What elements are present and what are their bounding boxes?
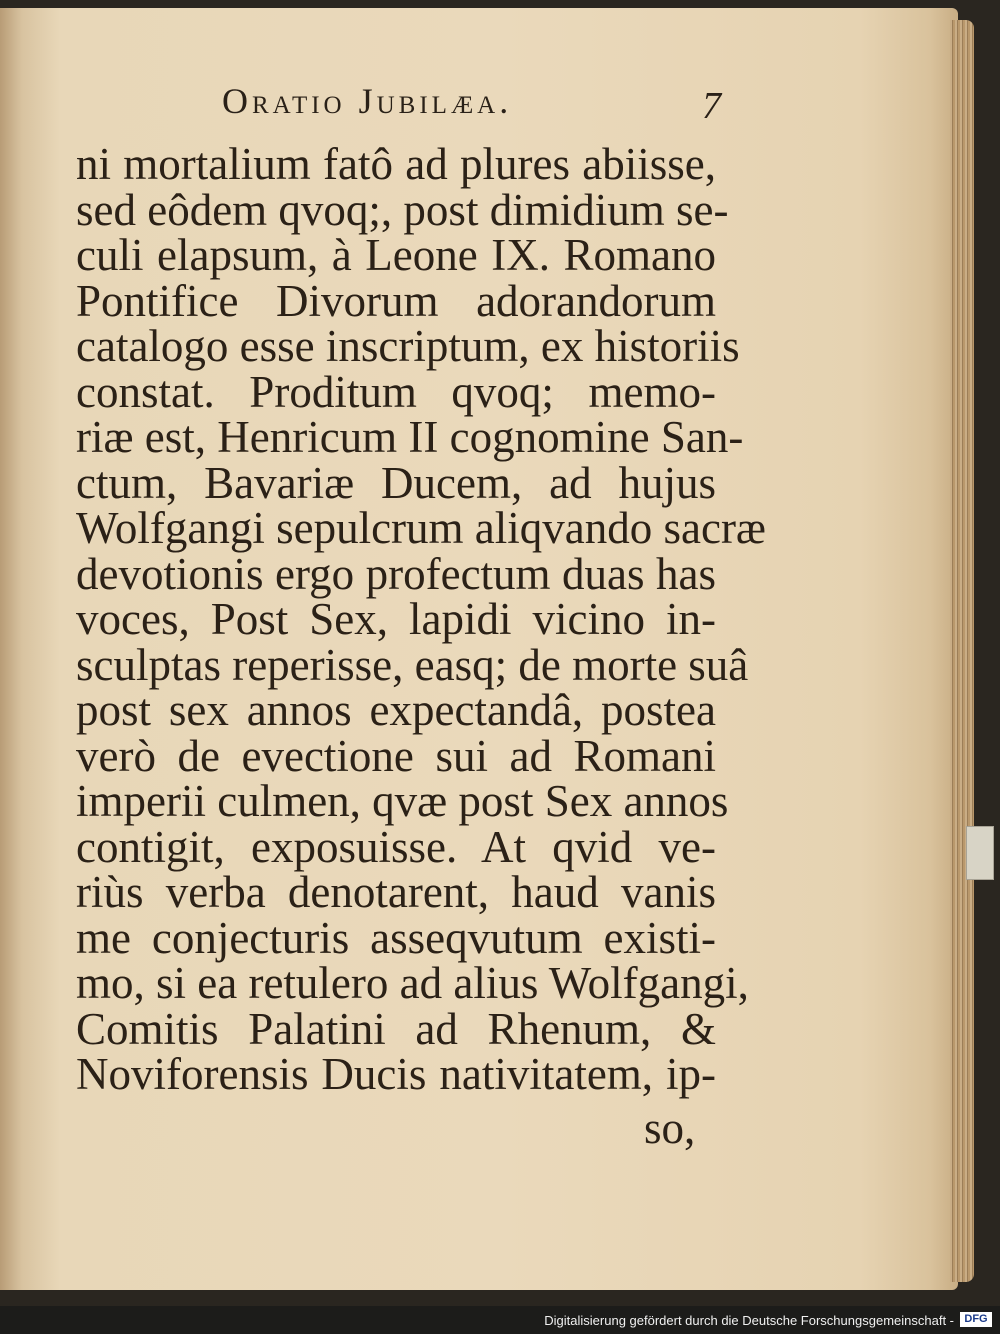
footer-bar bbox=[0, 1306, 1000, 1334]
text-line: ni mortalium fatô ad plures abiisse, bbox=[76, 139, 716, 189]
text-line: Pontifice Divorum adorandorum bbox=[76, 275, 716, 326]
running-title: Oratio Jubilæa. bbox=[222, 81, 513, 121]
text-line: Noviforensis Ducis nativitatem, ip- bbox=[76, 1049, 716, 1099]
dfg-logo: DFG bbox=[960, 1312, 992, 1327]
text-line: Comitis Palatini ad Rhenum, & bbox=[76, 1003, 716, 1054]
text-line: culi elapsum, à Leone IX. Romano bbox=[76, 230, 716, 280]
text-line: voces, Post Sex, lapidi vicino in- bbox=[76, 594, 716, 644]
text-line: me conjecturis asseqvutum existi- bbox=[76, 912, 716, 963]
page-number: 7 bbox=[702, 85, 721, 127]
text-line: contigit, exposuisse. At qvid ve- bbox=[76, 821, 716, 872]
text-line: verò de evectione sui ad Romani bbox=[76, 730, 716, 781]
text-line: mo, si ea retulero ad alius Wolfgangi, bbox=[76, 958, 749, 1008]
text-line: riæ est, Henricum II cognomine San- bbox=[76, 412, 744, 462]
text-line: Wolfgangi sepulcrum aliqvando sacræ bbox=[76, 503, 766, 553]
text-line: imperii culmen, qvæ post Sex annos bbox=[76, 776, 729, 826]
text-line: constat. Proditum qvoq; memo- bbox=[76, 366, 716, 417]
text-line: post sex annos expectandâ, postea bbox=[76, 685, 716, 735]
text-line: riùs verba denotarent, haud vanis bbox=[76, 867, 716, 917]
page-header bbox=[210, 80, 750, 130]
text-line: catalogo esse inscriptum, ex historiis bbox=[76, 321, 740, 371]
text-line: ctum, Bavariæ Ducem, ad hujus bbox=[76, 457, 716, 508]
text-line: devotionis ergo profectum duas has bbox=[76, 548, 716, 599]
catchword: so, bbox=[644, 1103, 696, 1153]
funding-credit: Digitalisierung gefördert durch die Deutsche Forschungsgemeinschaft - bbox=[544, 1313, 954, 1328]
text-line: sculptas reperisse, easq; de morte suâ bbox=[76, 639, 749, 690]
text-line: sed eôdem qvoq;, post dimidium se- bbox=[76, 184, 729, 235]
body-text bbox=[76, 139, 766, 1099]
bookmark-tab bbox=[966, 826, 994, 880]
page-edges bbox=[950, 20, 974, 1282]
